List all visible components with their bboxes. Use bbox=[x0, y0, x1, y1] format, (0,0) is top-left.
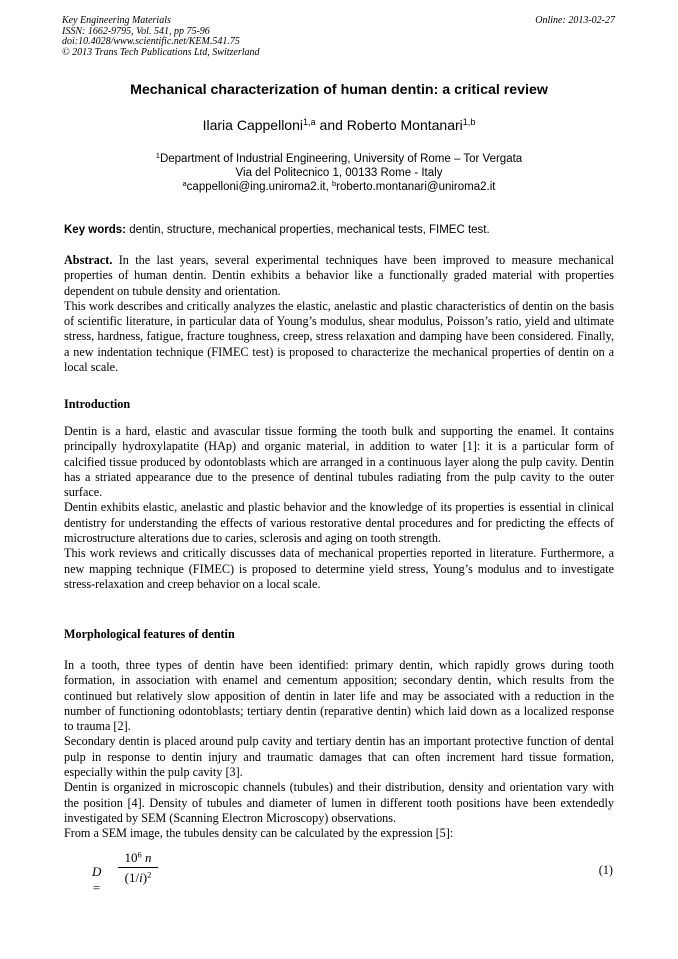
denominator-exponent: 2 bbox=[147, 869, 152, 880]
journal-header bbox=[62, 16, 260, 58]
abstract-label: Abstract. bbox=[64, 253, 113, 267]
equation-lhs bbox=[92, 864, 101, 896]
email-sup-a: a bbox=[182, 178, 187, 188]
author-2: Roberto Montanari bbox=[346, 117, 463, 133]
introduction-paragraph-1: Dentin is a hard, elastic and avascular tissue forming the tooth bulk and supporting the enamel. It contains principally hydroxylapatite (HAp) and organic material, in addition to water [1]: it is a particular form of calcified tissue produced by odontoblasts which are arranged in a continuous layer along the pulp cavity. Dentin has a striated appearance due to the presence of dentinal tubules radiating from the pulp cavity to the outer surface. bbox=[64, 424, 614, 500]
equation-fraction bbox=[118, 850, 158, 886]
equation-denominator bbox=[118, 868, 158, 886]
numerator-variable: n bbox=[144, 850, 152, 865]
denominator-slash: / bbox=[135, 870, 140, 885]
email-sup-b: b bbox=[331, 178, 337, 188]
introduction-paragraph-2: Dentin exhibits elastic, anelastic and plastic behavior and the knowledge of its properties is essential in clinical dentistry for understanding the effects of various restorative dental procedures and for predicting the effects of microstructure alterations due to caries, sclerosis and aging on tooth strength. bbox=[64, 500, 614, 546]
equation-numerator bbox=[118, 850, 158, 868]
affiliation-department bbox=[0, 152, 678, 166]
abstract-paragraph-2: This work describes and critically analyzes the elastic, anelastic and plastic characteristics of dentin on the basis of scientific literature, in particular data of Young’s modulus, shear modulus, Poisson’s ratio, yield and ultimate stress, hardness, fatigue, fracture toughness, creep, stress relaxation and damping have been considered. Finally, a new indentation technique (FIMEC test) is proposed to characterize the mechanical properties of dentin on a local scale. bbox=[64, 298, 614, 375]
equation-variable-d: D bbox=[92, 864, 102, 879]
journal-copyright: © 2013 Trans Tech Publications Ltd, Switzerland bbox=[62, 46, 260, 58]
affiliation-emails bbox=[0, 180, 678, 194]
email-a: cappelloni@ing.uniroma2.it, bbox=[186, 181, 332, 193]
affiliation-address: Via del Politecnico 1, 00133 Rome - Italy bbox=[235, 167, 443, 179]
author-2-affiliation: 1,b bbox=[462, 117, 476, 127]
journal-doi: doi:10.4028/www.scientific.net/KEM.541.75 bbox=[62, 36, 240, 47]
morphology-body bbox=[64, 658, 614, 842]
abstract bbox=[64, 253, 614, 375]
denominator-close: ) bbox=[142, 870, 148, 885]
abstract-text-1: In the last years, several experimental techniques have been improved to measure mechanical properties of human dentin. Dentin exhibits a behavior like a functionally graded material with properties dependent on tubule density and orientation. bbox=[64, 253, 614, 298]
denominator-open: (1 bbox=[124, 870, 136, 885]
introduction-paragraph-3: This work reviews and critically discusses data of mechanical properties reported in literature. Furthermore, a new mapping technique (FIMEC) is proposed to determine yield stress, Young’s modulus and to investigate stress-relaxation and creep behavior on a local scale. bbox=[64, 546, 614, 591]
morphology-paragraph-2: Secondary dentin is placed around pulp cavity and tertiary dentin has an important protective function of dental pulp in response to dentin injury and traumatic damages that can often increment hard tissue formation, especially within the pulp cavity [3]. bbox=[64, 734, 614, 780]
keywords bbox=[64, 224, 490, 236]
denominator-variable: i bbox=[139, 870, 143, 885]
numerator-exponent: 6 bbox=[137, 849, 142, 860]
introduction-heading: Introduction bbox=[64, 397, 131, 411]
introduction-body bbox=[64, 424, 614, 592]
morphology-paragraph-4: From a SEM image, the tubules density can be calculated by the expression [5]: bbox=[64, 826, 454, 841]
affiliation-sup-1: 1 bbox=[155, 150, 160, 160]
author-line bbox=[0, 117, 678, 133]
morphology-paragraph-3: Dentin is organized in microscopic channels (tubules) and their distribution, density and orientation vary with the position [4]. Density of tubules and diameter of lumen in different tooth positions have been extendedly investigated by SEM (Scanning Electron Microscopy) observations. bbox=[64, 780, 614, 825]
email-b: roberto.montanari@uniroma2.it bbox=[336, 181, 496, 193]
abstract-paragraph-1 bbox=[64, 253, 614, 299]
equation-number: (1) bbox=[598, 863, 613, 877]
keywords-text: dentin, structure, mechanical properties, mechanical tests, FIMEC test. bbox=[126, 224, 490, 236]
journal-name: Key Engineering Materials bbox=[62, 15, 171, 26]
numerator-base: 10 bbox=[124, 850, 138, 865]
morphology-paragraph-1: In a tooth, three types of dentin have been identified: primary dentin, which rapidly grows during tooth formation, in association with enamel and cementum apposition; secondary dentin, which results from the continued but relatively slow apposition of dentin in later life and may be associated with a reduction in the number of functioning odontoblasts; tertiary dentin (reparative dentin) which laid down as a localized response to trauma [2]. bbox=[64, 658, 614, 734]
author-1-affiliation: 1,a bbox=[303, 117, 316, 127]
journal-issn: ISSN: 1662-9795, Vol. 541, pp 75-96 bbox=[62, 25, 210, 37]
affiliation bbox=[0, 152, 678, 194]
affiliation-department-text: Department of Industrial Engineering, University of Rome – Tor Vergata bbox=[159, 153, 523, 165]
morphology-heading: Morphological features of dentin bbox=[64, 627, 235, 641]
author-1: Ilaria Cappelloni bbox=[202, 117, 303, 133]
paper-title: Mechanical characterization of human dentin: a critical review bbox=[130, 82, 548, 98]
keywords-label: Key words: bbox=[64, 224, 126, 236]
author-and: and bbox=[315, 117, 347, 133]
equation-equals: = bbox=[92, 880, 101, 895]
online-date: Online: 2013-02-27 bbox=[535, 15, 615, 26]
